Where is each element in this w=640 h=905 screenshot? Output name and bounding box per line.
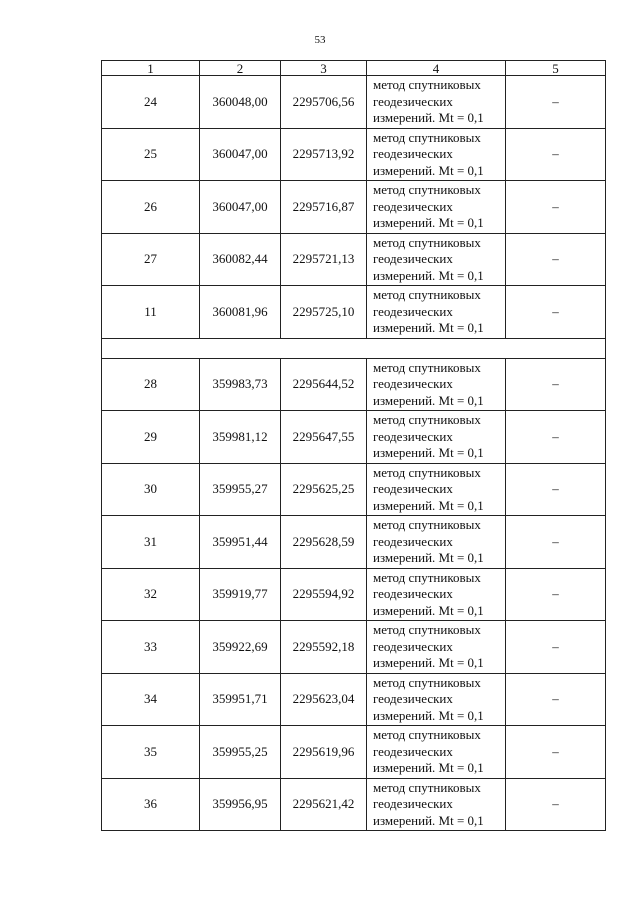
method-cell	[367, 233, 506, 286]
note-cell: –	[506, 233, 606, 286]
method-cell	[367, 411, 506, 464]
table-row	[102, 358, 606, 411]
header-col-3: 3	[281, 61, 367, 76]
group-separator-cell	[102, 338, 606, 358]
method-line: геодезических	[373, 93, 453, 109]
table-row	[102, 621, 606, 674]
table-body	[102, 76, 606, 831]
method-line: измерений. Mt = 0,1	[373, 497, 484, 513]
method-line: измерений. Mt = 0,1	[373, 760, 484, 775]
y-coordinate-cell: 2295706,56	[281, 76, 367, 129]
y-coordinate-cell: 2295619,96	[281, 726, 367, 779]
y-coordinate-cell: 2295625,25	[281, 463, 367, 516]
point-number-cell: 27	[102, 233, 200, 286]
method-line: геодезических	[373, 638, 453, 654]
y-coordinate-cell: 2295725,10	[281, 286, 367, 339]
note-cell: –	[506, 358, 606, 411]
method-line: измерений. Mt = 0,1	[373, 707, 484, 723]
method-line: метод спутниковых	[373, 182, 481, 197]
method-line: измерений. Mt = 0,1	[373, 602, 484, 618]
table-row	[102, 568, 606, 621]
method-line: метод спутниковых	[373, 569, 481, 585]
method-cell	[367, 463, 506, 516]
x-coordinate-cell: 360048,00	[200, 76, 281, 129]
x-coordinate-cell: 360081,96	[200, 286, 281, 339]
table-row	[102, 726, 606, 779]
method-line: метод спутниковых	[373, 727, 481, 742]
y-coordinate-cell: 2295716,87	[281, 181, 367, 234]
note-cell: –	[506, 568, 606, 621]
method-line: геодезических	[373, 533, 453, 549]
note-cell: –	[506, 181, 606, 234]
method-line: измерений. Mt = 0,1	[373, 812, 484, 828]
table-row	[102, 463, 606, 516]
method-line: измерений. Mt = 0,1	[373, 215, 484, 230]
x-coordinate-cell: 359983,73	[200, 358, 281, 411]
method-cell	[367, 128, 506, 181]
method-line: геодезических	[373, 146, 453, 161]
point-number-cell: 29	[102, 411, 200, 464]
method-line: измерений. Mt = 0,1	[373, 267, 484, 283]
method-line: измерений. Mt = 0,1	[373, 655, 484, 670]
method-cell	[367, 181, 506, 234]
point-number-cell: 25	[102, 128, 200, 181]
note-cell: –	[506, 726, 606, 779]
method-line: геодезических	[373, 303, 453, 319]
method-line: геодезических	[373, 743, 453, 759]
method-line: измерений. Mt = 0,1	[373, 162, 484, 178]
method-line: метод спутниковых	[373, 622, 481, 637]
y-coordinate-cell: 2295628,59	[281, 516, 367, 569]
note-cell: –	[506, 673, 606, 726]
header-col-4: 4	[367, 61, 506, 76]
method-line: метод спутниковых	[373, 779, 481, 795]
point-number-cell: 11	[102, 286, 200, 339]
method-line: геодезических	[373, 376, 453, 391]
point-number-cell: 28	[102, 358, 200, 411]
method-line: метод спутниковых	[373, 412, 481, 427]
x-coordinate-cell: 359951,44	[200, 516, 281, 569]
table-row	[102, 411, 606, 464]
table-row	[102, 181, 606, 234]
method-line: геодезических	[373, 796, 453, 811]
note-cell: –	[506, 76, 606, 129]
method-line: метод спутниковых	[373, 234, 481, 250]
point-number-cell: 33	[102, 621, 200, 674]
x-coordinate-cell: 359981,12	[200, 411, 281, 464]
method-line: измерений. Mt = 0,1	[373, 392, 484, 408]
method-line: измерений. Mt = 0,1	[373, 320, 484, 335]
point-number-cell: 26	[102, 181, 200, 234]
point-number-cell: 35	[102, 726, 200, 779]
method-line: метод спутниковых	[373, 359, 481, 375]
method-cell	[367, 673, 506, 726]
x-coordinate-cell: 360047,00	[200, 181, 281, 234]
note-cell: –	[506, 516, 606, 569]
x-coordinate-cell: 359956,95	[200, 778, 281, 831]
page-number: 53	[314, 34, 326, 46]
method-line: метод спутниковых	[373, 77, 481, 92]
method-line: метод спутниковых	[373, 517, 481, 532]
method-cell	[367, 568, 506, 621]
x-coordinate-cell: 359951,71	[200, 673, 281, 726]
point-number-cell: 36	[102, 778, 200, 831]
method-line: измерений. Mt = 0,1	[373, 550, 484, 565]
table-row	[102, 233, 606, 286]
y-coordinate-cell: 2295623,04	[281, 673, 367, 726]
method-cell	[367, 726, 506, 779]
table-row	[102, 286, 606, 339]
method-line: геодезических	[373, 428, 453, 444]
method-line: геодезических	[373, 198, 453, 214]
x-coordinate-cell: 359955,27	[200, 463, 281, 516]
x-coordinate-cell: 359919,77	[200, 568, 281, 621]
method-line: геодезических	[373, 691, 453, 706]
note-cell: –	[506, 621, 606, 674]
coordinates-table	[101, 60, 606, 831]
method-line: метод спутниковых	[373, 287, 481, 302]
method-line: измерений. Mt = 0,1	[373, 445, 484, 460]
header-col-1: 1	[102, 61, 200, 76]
header-col-2: 2	[200, 61, 281, 76]
method-cell	[367, 358, 506, 411]
method-cell	[367, 516, 506, 569]
header-col-5: 5	[506, 61, 606, 76]
method-line: геодезических	[373, 481, 453, 496]
note-cell: –	[506, 778, 606, 831]
table-row	[102, 778, 606, 831]
method-cell	[367, 286, 506, 339]
group-separator-row	[102, 338, 606, 358]
y-coordinate-cell: 2295592,18	[281, 621, 367, 674]
x-coordinate-cell: 360047,00	[200, 128, 281, 181]
y-coordinate-cell: 2295647,55	[281, 411, 367, 464]
point-number-cell: 24	[102, 76, 200, 129]
note-cell: –	[506, 286, 606, 339]
method-line: геодезических	[373, 251, 453, 266]
y-coordinate-cell: 2295644,52	[281, 358, 367, 411]
table-row	[102, 76, 606, 129]
method-line: метод спутниковых	[373, 674, 481, 690]
point-number-cell: 30	[102, 463, 200, 516]
table-row	[102, 673, 606, 726]
method-cell	[367, 621, 506, 674]
x-coordinate-cell: 359955,25	[200, 726, 281, 779]
x-coordinate-cell: 359922,69	[200, 621, 281, 674]
y-coordinate-cell: 2295594,92	[281, 568, 367, 621]
method-cell	[367, 778, 506, 831]
y-coordinate-cell: 2295721,13	[281, 233, 367, 286]
method-line: измерений. Mt = 0,1	[373, 110, 484, 125]
x-coordinate-cell: 360082,44	[200, 233, 281, 286]
point-number-cell: 31	[102, 516, 200, 569]
method-line: метод спутниковых	[373, 464, 481, 480]
note-cell: –	[506, 411, 606, 464]
method-line: метод спутниковых	[373, 129, 481, 145]
note-cell: –	[506, 128, 606, 181]
header-row	[102, 61, 606, 76]
y-coordinate-cell: 2295621,42	[281, 778, 367, 831]
y-coordinate-cell: 2295713,92	[281, 128, 367, 181]
point-number-cell: 32	[102, 568, 200, 621]
table-row	[102, 516, 606, 569]
table-row	[102, 128, 606, 181]
method-line: геодезических	[373, 586, 453, 601]
note-cell: –	[506, 463, 606, 516]
point-number-cell: 34	[102, 673, 200, 726]
method-cell	[367, 76, 506, 129]
